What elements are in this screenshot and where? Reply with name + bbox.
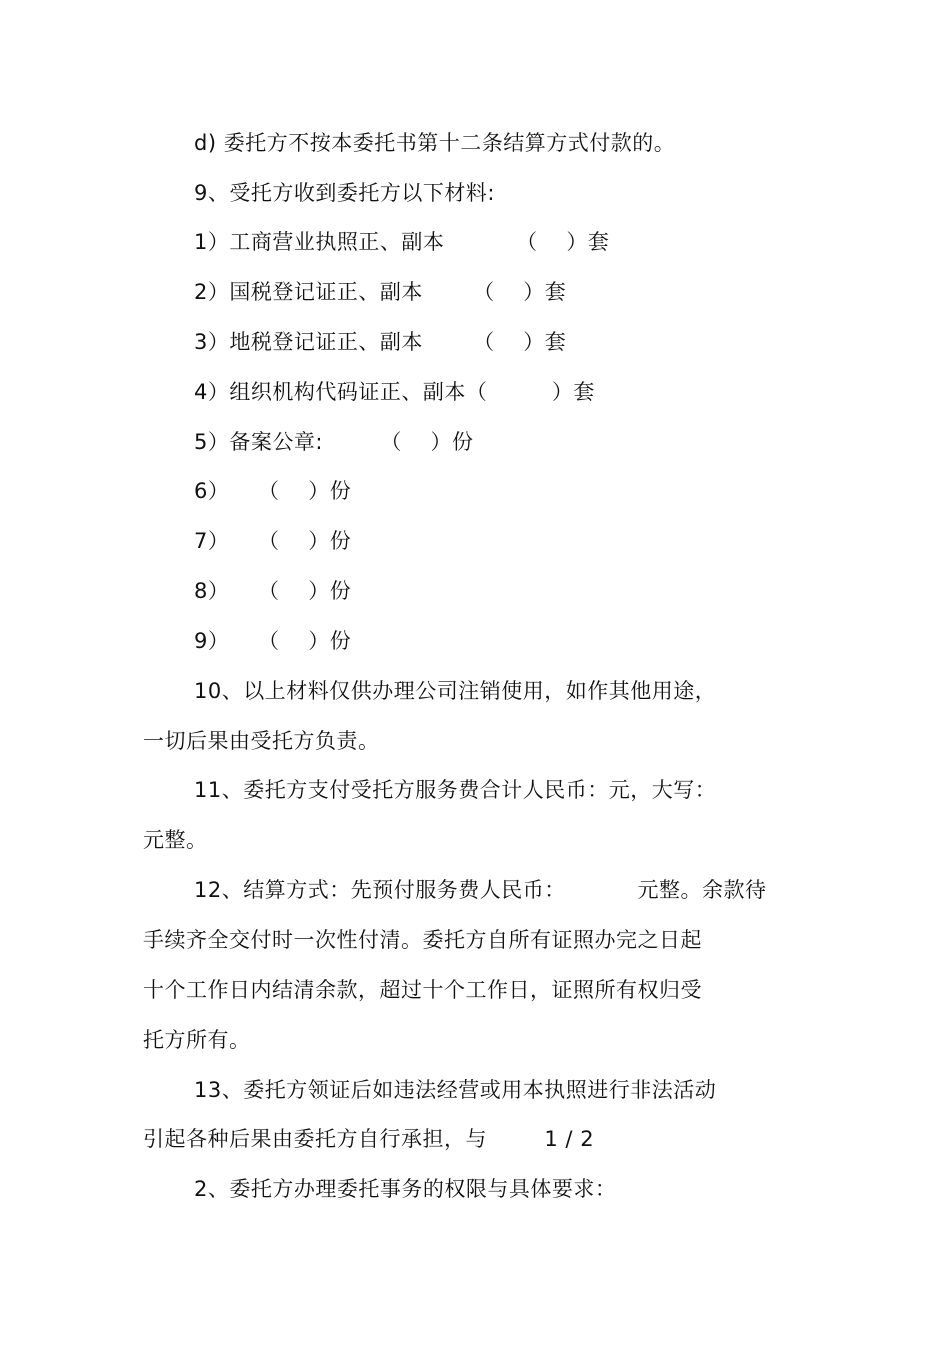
clause-13-line-2: 引起各种后果由委托方自行承担，与 1 / 2 [143,1127,595,1151]
clause-11-line-1: 11、委托方支付受托方服务费合计人民币：元，大写： [194,778,717,802]
clause-13-line-1: 13、委托方领证后如违法经营或用本执照进行非法活动 [194,1078,717,1102]
clause-9-line: 9、受托方收到委托方以下材料: [194,181,495,205]
clause-10-line-1: 10、以上材料仅供办理公司注销使用，如作其他用途， [194,679,717,703]
material-item-9: 9） （ ）份 [194,629,352,653]
material-item-6: 6） （ ）份 [194,479,352,503]
clause-2-line: 2、委托方办理委托事务的权限与具体要求： [194,1177,617,1201]
material-item-7: 7） （ ）份 [194,529,352,553]
clause-12-line-4: 托方所有。 [143,1028,251,1052]
material-item-1: 1）工商营业执照正、副本 （ ）套 [194,230,610,254]
clause-10-line-2: 一切后果由受托方负责。 [143,729,380,753]
material-item-4: 4）组织机构代码证正、副本（ ）套 [194,380,595,404]
clause-11-line-2: 元整。 [143,828,208,852]
clause-8d-line: d) 委托方不按本委托书第十二条结算方式付款的。 [194,131,676,155]
material-item-5: 5）备案公章: （ ）份 [194,430,474,454]
material-item-3: 3）地税登记证正、副本 （ ）套 [194,330,567,354]
material-item-2: 2）国税登记证正、副本 （ ）套 [194,280,567,304]
material-item-8: 8） （ ）份 [194,579,352,603]
clause-12-line-1: 12、结算方式：先预付服务费人民币： 元整。余款待 [194,878,767,902]
clause-12-line-2: 手续齐全交付时一次性付清。委托方自所有证照办完之日起 [143,928,702,952]
clause-12-line-3: 十个工作日内结清余款，超过十个工作日，证照所有权归受 [143,978,702,1002]
